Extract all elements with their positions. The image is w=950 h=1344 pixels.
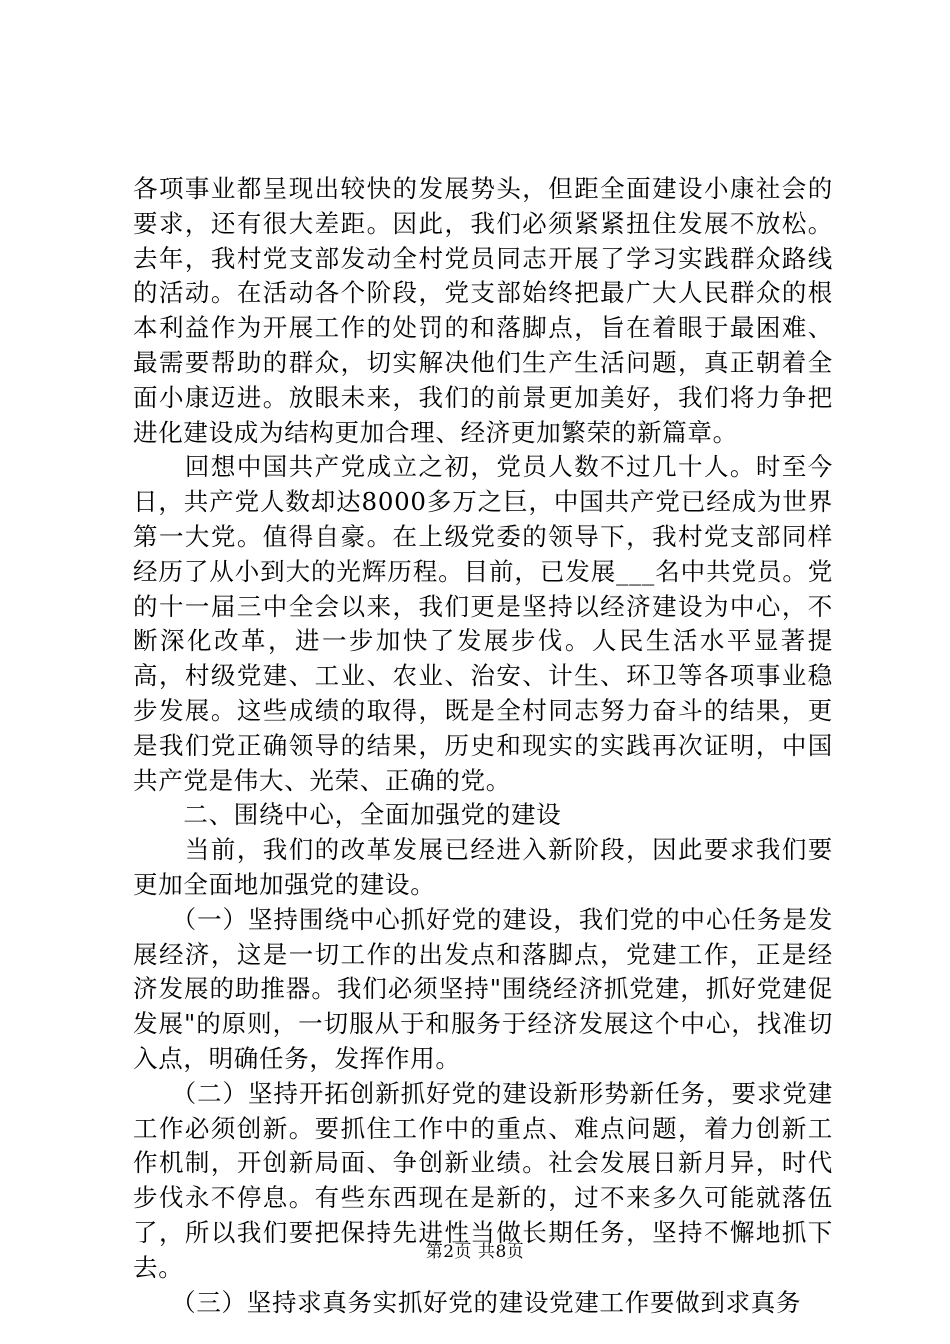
paragraph-3: 当前，我们的改革发展已经进入新阶段，因此要求我们要更加全面地加强党的建设。 bbox=[133, 835, 833, 899]
paragraph-4: （一）坚持围绕中心抓好党的建设，我们党的中心任务是发展经济，这是一切工作的出发点和落脚点，党建工作，正是经济发展的助推器。我们必须坚持"围绕经济抓党建，抓好党建促发展"的原则，一切服从于和服务于经济发展这个中心，找准切入点，明确任务，发挥作用。 bbox=[133, 904, 833, 1073]
document-body bbox=[133, 172, 833, 1320]
paragraph-6: （三）坚持求真务实抓好党的建设党建工作要做到求真务 bbox=[133, 1287, 802, 1317]
page-number-footer: 第2页 共8页 bbox=[425, 1242, 525, 1262]
paragraph-1: 各项事业都呈现出较快的发展势头，但距全面建设小康社会的要求，还有很大差距。因此，我们必须紧紧扭住发展不放松。去年，我村党支部发动全村党员同志开展了学习实践群众路线的活动。在活动各个阶段，党支部始终把最广大人民群众的根本利益作为开展工作的处罚的和落脚点，旨在着眼于最困难、最需要帮助的群众，切实解决他们生产生活问题，真正朝着全面小康迈进。放眼未来，我们的前景更加美好，我们将力争把进化建设成为结构更加合理、经济更加繁荣的新篇章。 bbox=[133, 174, 833, 447]
paragraph-5: （二）坚持开拓创新抓好党的建设新形势新任务，要求党建工作必须创新。要抓住工作中的重点、难点问题，着力创新工作机制，开创新局面、争创新业绩。社会发展日新月异，时代步伐永不停息。有些东西现在是新的，过不来多久可能就落伍了，所以我们要把保持先进性当做长期任务，坚持不懈地抓下去。 bbox=[133, 1078, 833, 1282]
section-heading: 二、围绕中心，全面加强党的建设 bbox=[133, 800, 562, 830]
paragraph-2: 回想中国共产党成立之初，党员人数不过几十人。时至今日，共产党人数却达8000多万之巨，中国共产党已经成为世界第一大党。值得自豪。在上级党委的领导下，我村党支部同样经历了从小到大的光辉历程。目前，已发展___名中共党员。党的十一届三中全会以来，我们更是坚持以经济建设为中心，不断深化改革，进一步加快了发展步伐。人民生活水平显著提高，村级党建、工业、农业、治安、计生、环卫等各项事业稳步发展。这些成绩的取得，既是全村同志努力奋斗的结果，更是我们党正确领导的结果，历史和现实的实践再次证明，中国共产党是伟大、光荣、正确的党。 bbox=[133, 452, 833, 795]
